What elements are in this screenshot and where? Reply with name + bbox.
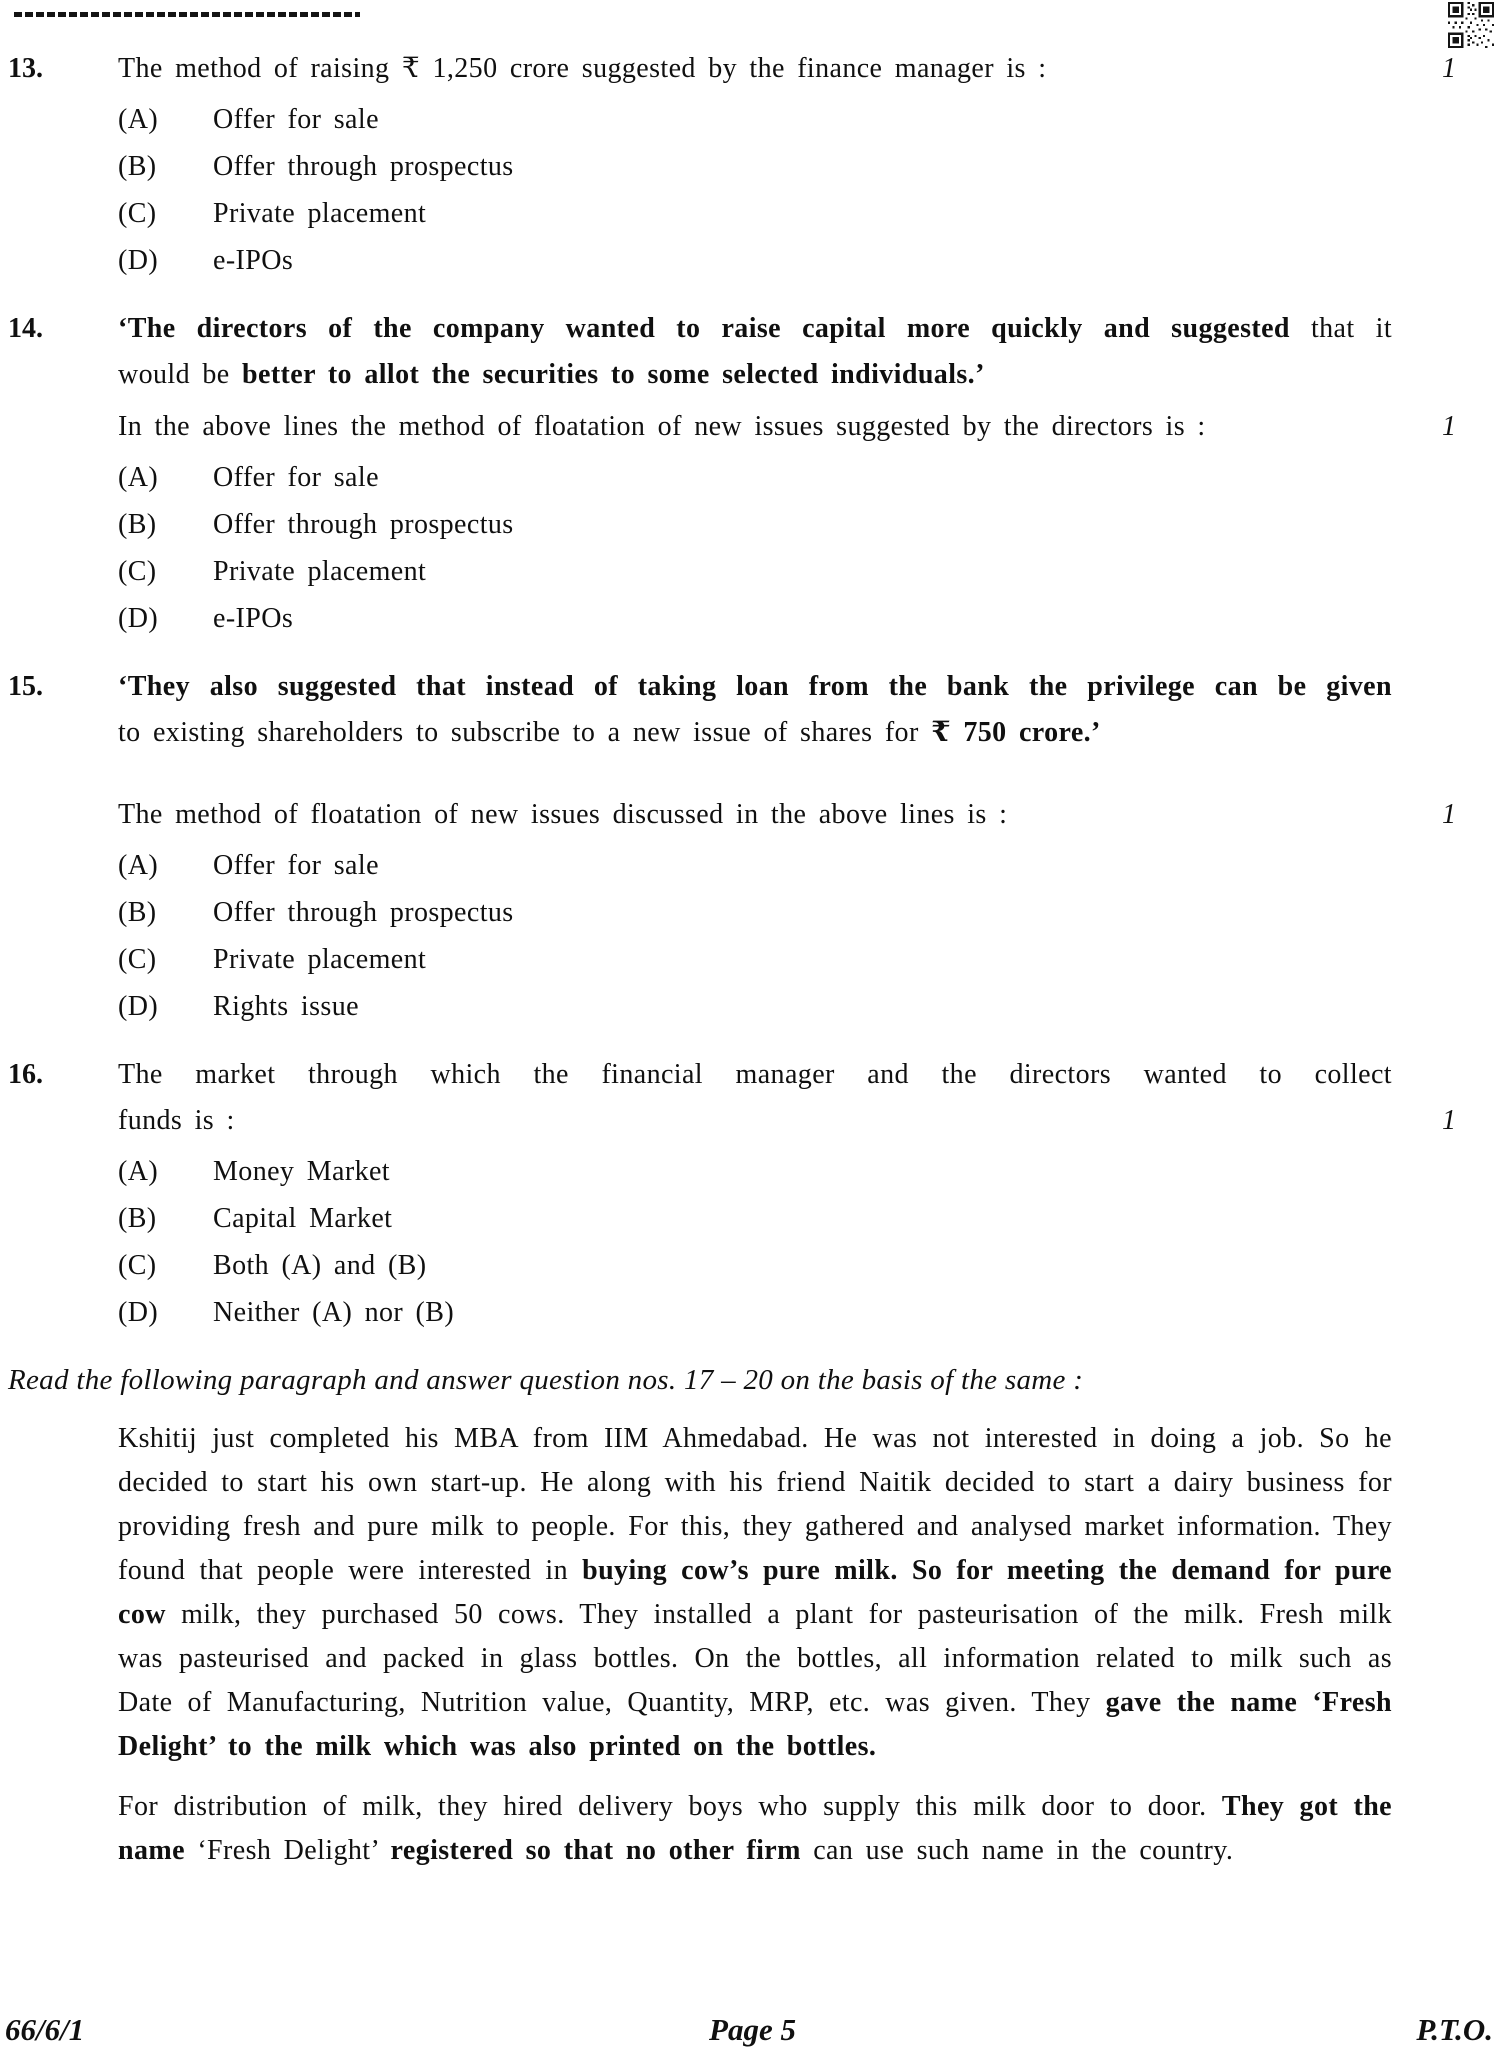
- options-list: [8, 96, 1490, 284]
- question-15-quote-row: [8, 664, 1490, 756]
- option-text: e-IPOs: [213, 245, 294, 276]
- passage-bold-text: registered so that no other firm: [390, 1835, 814, 1866]
- question-quote: [118, 306, 1428, 398]
- option-text: Neither (A) nor (B): [213, 1297, 455, 1328]
- option-row-a: [8, 842, 1490, 889]
- question-stem: [118, 46, 1428, 92]
- question-stem: [118, 1052, 1428, 1144]
- scan-artifact-dashed-line: [14, 12, 360, 17]
- option-text: Private placement: [213, 556, 427, 587]
- question-16-stem-row: [8, 1052, 1490, 1144]
- option-text: Offer for sale: [213, 104, 379, 135]
- question-number: 14.: [8, 313, 43, 344]
- option-text: Private placement: [213, 944, 427, 975]
- option-letter: (B): [118, 509, 157, 540]
- option-row-d: [8, 983, 1490, 1030]
- option-letter: (C): [118, 944, 157, 975]
- options-list: [8, 454, 1490, 642]
- question-quote: [118, 664, 1428, 756]
- option-text: Rights issue: [213, 991, 359, 1022]
- option-row-a: [8, 1148, 1490, 1195]
- option-row-d: [8, 237, 1490, 284]
- question-stem: [118, 404, 1428, 450]
- option-row-d: [8, 1289, 1490, 1336]
- quote-line-2: would be better to allot the securities to some selected individuals.’: [118, 359, 985, 390]
- options-list: [8, 842, 1490, 1030]
- passage-text: milk, they purchased 50 cows. They installed a plant for pasteurisation of the milk. Fresh milk was pasteurised and packed in glass bottles. On the bottles, all information related to milk such as Date of Manufacturing, Nutrition value, Quantity, MRP, etc. was given. They: [118, 1599, 1392, 1718]
- passage-bold-text: They got the name: [118, 1791, 1392, 1866]
- option-letter: (A): [118, 104, 159, 135]
- passage-bold-text: buying cow’s pure milk. So for meeting the demand for pure cow: [118, 1555, 1392, 1630]
- option-row-a: [8, 454, 1490, 501]
- option-row-c: [8, 190, 1490, 237]
- marks-value: 1: [1442, 411, 1456, 442]
- stem-line-1: The market through which the financial manager and the directors wanted to collect: [118, 1059, 1392, 1090]
- paper-code: 66/6/1: [5, 2012, 85, 2047]
- marks-value: 1: [1442, 53, 1456, 84]
- option-letter: (D): [118, 1297, 159, 1328]
- passage-bold-text: gave the name ‘Fresh Delight’ to the milk which was also printed on the bottles.: [118, 1687, 1392, 1762]
- options-list: [8, 1148, 1490, 1336]
- option-row-c: [8, 936, 1490, 983]
- option-row-b: [8, 1195, 1490, 1242]
- option-letter: (B): [118, 897, 157, 928]
- question-15-stem-row: [8, 792, 1490, 838]
- option-row-b: [8, 143, 1490, 190]
- question-13: [8, 46, 1490, 284]
- pto-label: P.T.O.: [1416, 2012, 1493, 2047]
- passage-text: ‘Fresh Delight’: [197, 1835, 391, 1866]
- marks-value: 1: [1442, 1105, 1456, 1136]
- question-14-stem-row: [8, 404, 1490, 450]
- passage-paragraph-1: [118, 1417, 1392, 1769]
- question-14-quote-row: [8, 306, 1490, 398]
- passage-text: Kshitij just completed his MBA from IIM Ahmedabad. He was not interested in doing a job. So he decided to start his own start-up. He along with his friend Naitik decided to start a dairy business for providing fresh and pure milk to people. For this, they gathered and analysed market information. They found that people were interested in: [118, 1423, 1392, 1586]
- option-row-b: [8, 889, 1490, 936]
- option-text: Capital Market: [213, 1203, 393, 1234]
- option-text: Offer for sale: [213, 850, 379, 881]
- page-number: Page 5: [709, 2012, 796, 2047]
- passage-text: For distribution of milk, they hired delivery boys who supply this milk door to door.: [118, 1791, 1222, 1822]
- option-letter: (D): [118, 991, 159, 1022]
- option-letter: (A): [118, 462, 159, 493]
- question-number: 15.: [8, 671, 43, 702]
- option-row-d: [8, 595, 1490, 642]
- question-number: 13.: [8, 53, 43, 84]
- question-13-stem-row: [8, 46, 1490, 92]
- option-row-b: [8, 501, 1490, 548]
- stem-line-2: funds is :: [118, 1105, 235, 1136]
- option-row-c: [8, 548, 1490, 595]
- option-text: Offer through prospectus: [213, 897, 514, 928]
- page-content: [8, 46, 1490, 1889]
- quote-line-1: ‘The directors of the company wanted to raise capital more quickly and suggested that it: [118, 313, 1392, 344]
- option-text: Money Market: [213, 1156, 390, 1187]
- question-stem: [118, 792, 1428, 838]
- option-letter: (D): [118, 245, 159, 276]
- quote-line-1: ‘They also suggested that instead of taking loan from the bank the privilege can be given: [118, 671, 1392, 702]
- option-text: Offer through prospectus: [213, 509, 514, 540]
- passage-paragraph-2: [118, 1785, 1392, 1873]
- quote-line-2: to existing shareholders to subscribe to a new issue of shares for ₹ 750 crore.’: [118, 717, 1101, 748]
- instruction-text: Read the following paragraph and answer question nos. 17 – 20 on the basis of the same :: [8, 1364, 1084, 1396]
- marks-value: 1: [1442, 799, 1456, 830]
- option-row-a: [8, 96, 1490, 143]
- option-letter: (B): [118, 1203, 157, 1234]
- stem-text: In the above lines the method of floatation of new issues suggested by the directors is :: [118, 411, 1206, 442]
- option-text: e-IPOs: [213, 603, 294, 634]
- question-14: [8, 306, 1490, 642]
- section-instruction: [8, 1358, 1490, 1403]
- question-16: [8, 1052, 1490, 1336]
- option-letter: (A): [118, 850, 159, 881]
- question-number: 16.: [8, 1059, 43, 1090]
- option-row-c: [8, 1242, 1490, 1289]
- option-letter: (C): [118, 1250, 157, 1281]
- question-15: [8, 664, 1490, 1030]
- stem-text: The method of floatation of new issues discussed in the above lines is :: [118, 799, 1008, 830]
- stem-text: The method of raising ₹ 1,250 crore suggested by the finance manager is :: [118, 53, 1047, 84]
- qr-code: [1447, 2, 1495, 48]
- option-letter: (C): [118, 198, 157, 229]
- option-text: Both (A) and (B): [213, 1250, 427, 1281]
- passage-text: can use such name in the country.: [813, 1835, 1234, 1866]
- option-letter: (B): [118, 151, 157, 182]
- option-text: Offer for sale: [213, 462, 379, 493]
- option-text: Private placement: [213, 198, 427, 229]
- option-letter: (A): [118, 1156, 159, 1187]
- option-letter: (C): [118, 556, 157, 587]
- option-text: Offer through prospectus: [213, 151, 514, 182]
- option-letter: (D): [118, 603, 159, 634]
